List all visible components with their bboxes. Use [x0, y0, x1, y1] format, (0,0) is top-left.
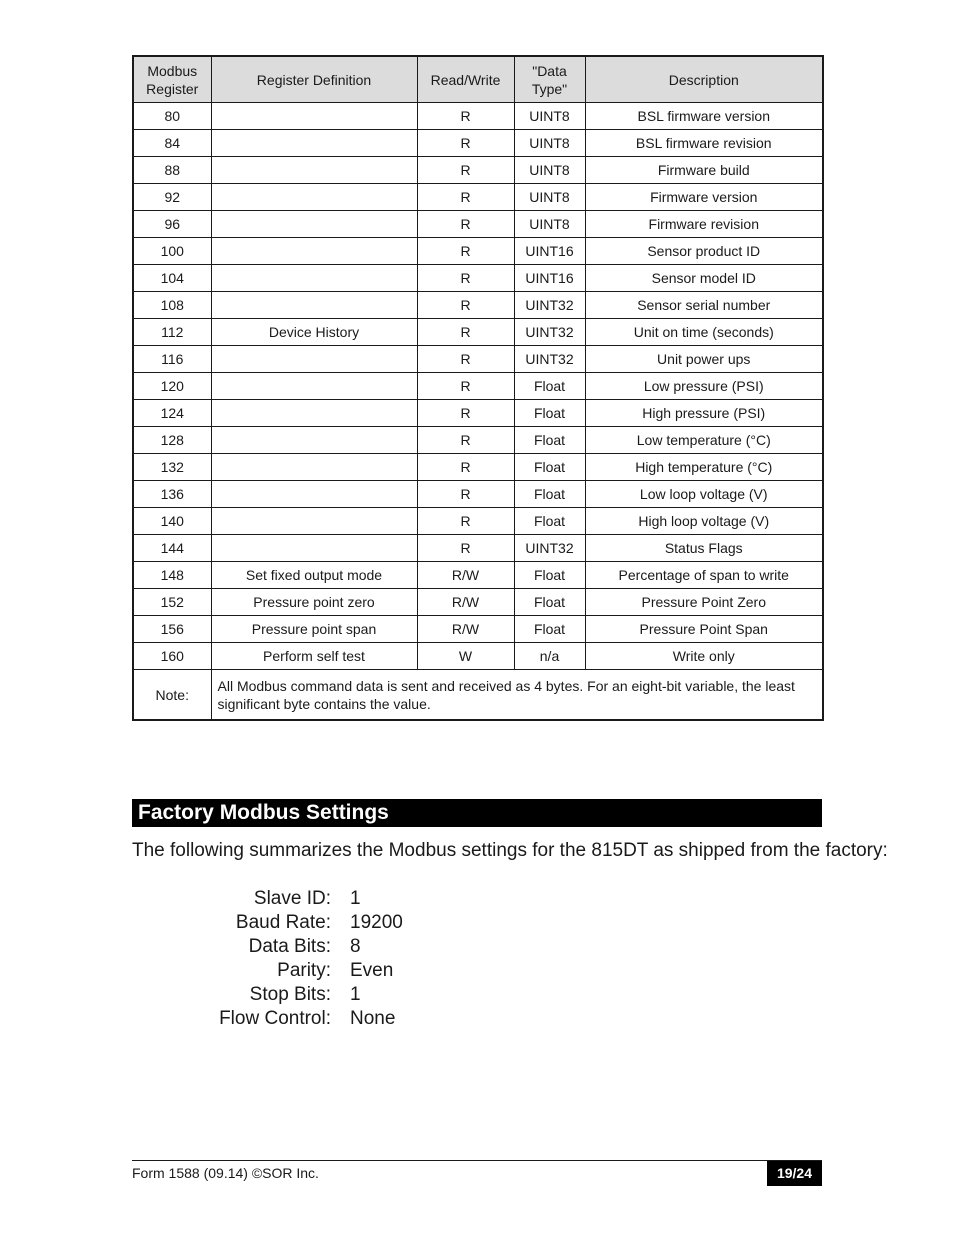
- table-row: [133, 319, 823, 346]
- cell-description: High pressure (PSI): [585, 400, 823, 427]
- table-row: [133, 535, 823, 562]
- cell-read-write: R: [417, 184, 514, 211]
- cell-read-write: R/W: [417, 589, 514, 616]
- cell-read-write: R: [417, 454, 514, 481]
- setting-value: 19200: [350, 912, 403, 933]
- cell-data-type: UINT8: [514, 211, 585, 238]
- cell-read-write: R: [417, 508, 514, 535]
- cell-read-write: R: [417, 238, 514, 265]
- cell-register: 88: [133, 157, 211, 184]
- setting-row: [200, 911, 403, 935]
- cell-definition: [211, 481, 417, 508]
- setting-value: 1: [350, 984, 361, 1005]
- cell-register: 84: [133, 130, 211, 157]
- header-register-definition: Register Definition: [211, 56, 417, 103]
- setting-row: [200, 1007, 403, 1031]
- cell-description: Firmware version: [585, 184, 823, 211]
- cell-description: Unit power ups: [585, 346, 823, 373]
- cell-data-type: UINT8: [514, 130, 585, 157]
- cell-definition: [211, 292, 417, 319]
- cell-read-write: R: [417, 535, 514, 562]
- cell-definition: [211, 535, 417, 562]
- cell-data-type: UINT8: [514, 184, 585, 211]
- cell-data-type: Float: [514, 508, 585, 535]
- cell-register: 120: [133, 373, 211, 400]
- table-row: [133, 184, 823, 211]
- table-row: [133, 130, 823, 157]
- table-row: [133, 427, 823, 454]
- cell-data-type: UINT32: [514, 346, 585, 373]
- cell-register: 136: [133, 481, 211, 508]
- table-row: [133, 400, 823, 427]
- cell-description: Low pressure (PSI): [585, 373, 823, 400]
- cell-read-write: R/W: [417, 562, 514, 589]
- cell-register: 140: [133, 508, 211, 535]
- cell-definition: [211, 184, 417, 211]
- table-row: [133, 346, 823, 373]
- cell-read-write: R: [417, 157, 514, 184]
- cell-description: Low temperature (°C): [585, 427, 823, 454]
- cell-description: Low loop voltage (V): [585, 481, 823, 508]
- table-row: [133, 508, 823, 535]
- table-row: [133, 589, 823, 616]
- setting-row: [200, 887, 403, 911]
- table-header-row: [133, 56, 823, 103]
- cell-read-write: R/W: [417, 616, 514, 643]
- setting-value: Even: [350, 960, 394, 981]
- header-modbus-register: Modbus Register: [133, 56, 211, 103]
- cell-description: Unit on time (seconds): [585, 319, 823, 346]
- modbus-register-table: [132, 55, 824, 721]
- cell-read-write: R: [417, 400, 514, 427]
- note-text: All Modbus command data is sent and received as 4 bytes. For an eight-bit variable, the least significant byte contains the value.: [211, 670, 823, 721]
- setting-label: Parity:: [277, 960, 331, 981]
- setting-value: 8: [350, 936, 361, 957]
- table-row: [133, 103, 823, 130]
- section-intro: The following summarizes the Modbus settings for the 815DT as shipped from the factory:: [132, 840, 888, 861]
- cell-description: High temperature (°C): [585, 454, 823, 481]
- cell-register: 132: [133, 454, 211, 481]
- cell-description: Percentage of span to write: [585, 562, 823, 589]
- cell-register: 100: [133, 238, 211, 265]
- cell-register: 80: [133, 103, 211, 130]
- cell-register: 112: [133, 319, 211, 346]
- table-row: [133, 454, 823, 481]
- cell-register: 128: [133, 427, 211, 454]
- table-row: [133, 373, 823, 400]
- cell-read-write: R: [417, 481, 514, 508]
- cell-read-write: R: [417, 319, 514, 346]
- cell-definition: Pressure point span: [211, 616, 417, 643]
- cell-read-write: R: [417, 211, 514, 238]
- cell-data-type: UINT32: [514, 292, 585, 319]
- cell-data-type: Float: [514, 427, 585, 454]
- cell-register: 156: [133, 616, 211, 643]
- cell-definition: [211, 346, 417, 373]
- cell-description: Pressure Point Zero: [585, 589, 823, 616]
- cell-definition: [211, 265, 417, 292]
- cell-definition: [211, 508, 417, 535]
- cell-description: High loop voltage (V): [585, 508, 823, 535]
- cell-register: 144: [133, 535, 211, 562]
- setting-value: 1: [350, 888, 361, 909]
- table-row: [133, 643, 823, 670]
- table-row: [133, 211, 823, 238]
- cell-description: Firmware revision: [585, 211, 823, 238]
- cell-data-type: UINT8: [514, 157, 585, 184]
- header-description: Description: [585, 56, 823, 103]
- table-row: [133, 265, 823, 292]
- cell-data-type: Float: [514, 373, 585, 400]
- setting-label: Data Bits:: [248, 936, 331, 957]
- setting-row: [200, 959, 403, 983]
- note-label: Note:: [133, 670, 211, 721]
- cell-definition: Perform self test: [211, 643, 417, 670]
- setting-label: Slave ID:: [253, 888, 331, 909]
- footer-form-text: Form 1588 (09.14) ©SOR Inc.: [132, 1165, 319, 1181]
- cell-read-write: R: [417, 373, 514, 400]
- cell-data-type: UINT32: [514, 535, 585, 562]
- cell-definition: [211, 238, 417, 265]
- cell-definition: Device History: [211, 319, 417, 346]
- cell-description: BSL firmware revision: [585, 130, 823, 157]
- table-row: [133, 616, 823, 643]
- cell-definition: [211, 130, 417, 157]
- cell-register: 96: [133, 211, 211, 238]
- cell-description: Pressure Point Span: [585, 616, 823, 643]
- cell-data-type: UINT8: [514, 103, 585, 130]
- cell-data-type: UINT16: [514, 238, 585, 265]
- cell-definition: [211, 454, 417, 481]
- cell-data-type: n/a: [514, 643, 585, 670]
- setting-row: [200, 983, 403, 1007]
- cell-register: 148: [133, 562, 211, 589]
- cell-register: 104: [133, 265, 211, 292]
- cell-data-type: Float: [514, 454, 585, 481]
- cell-read-write: R: [417, 265, 514, 292]
- cell-definition: Pressure point zero: [211, 589, 417, 616]
- cell-definition: [211, 211, 417, 238]
- footer-divider: [132, 1160, 822, 1161]
- setting-value: None: [350, 1008, 396, 1029]
- cell-read-write: R: [417, 427, 514, 454]
- cell-read-write: W: [417, 643, 514, 670]
- cell-data-type: Float: [514, 481, 585, 508]
- cell-description: Status Flags: [585, 535, 823, 562]
- cell-register: 160: [133, 643, 211, 670]
- cell-definition: Set fixed output mode: [211, 562, 417, 589]
- table-row: [133, 481, 823, 508]
- setting-label: Baud Rate:: [235, 912, 331, 933]
- setting-label: Stop Bits:: [249, 984, 331, 1005]
- cell-register: 116: [133, 346, 211, 373]
- table-row: [133, 238, 823, 265]
- cell-read-write: R: [417, 103, 514, 130]
- table-row: [133, 292, 823, 319]
- cell-data-type: Float: [514, 589, 585, 616]
- cell-definition: [211, 427, 417, 454]
- note-row: [133, 670, 823, 721]
- cell-description: Firmware build: [585, 157, 823, 184]
- cell-description: BSL firmware version: [585, 103, 823, 130]
- cell-data-type: UINT32: [514, 319, 585, 346]
- cell-register: 124: [133, 400, 211, 427]
- setting-label: Flow Control:: [219, 1008, 331, 1029]
- cell-definition: [211, 400, 417, 427]
- cell-description: Sensor serial number: [585, 292, 823, 319]
- header-data-type: "Data Type": [514, 56, 585, 103]
- header-read-write: Read/Write: [417, 56, 514, 103]
- cell-read-write: R: [417, 346, 514, 373]
- cell-register: 152: [133, 589, 211, 616]
- table-row: [133, 157, 823, 184]
- cell-data-type: Float: [514, 562, 585, 589]
- factory-settings-list: [200, 887, 403, 1031]
- cell-definition: [211, 103, 417, 130]
- table-row: [133, 562, 823, 589]
- cell-definition: [211, 157, 417, 184]
- cell-definition: [211, 373, 417, 400]
- cell-data-type: UINT16: [514, 265, 585, 292]
- section-title: Factory Modbus Settings: [132, 799, 822, 827]
- page-number-badge: 19/24: [767, 1161, 822, 1186]
- cell-read-write: R: [417, 130, 514, 157]
- cell-description: Sensor product ID: [585, 238, 823, 265]
- cell-register: 108: [133, 292, 211, 319]
- setting-row: [200, 935, 403, 959]
- cell-read-write: R: [417, 292, 514, 319]
- cell-description: Sensor model ID: [585, 265, 823, 292]
- cell-data-type: Float: [514, 616, 585, 643]
- cell-register: 92: [133, 184, 211, 211]
- cell-description: Write only: [585, 643, 823, 670]
- cell-data-type: Float: [514, 400, 585, 427]
